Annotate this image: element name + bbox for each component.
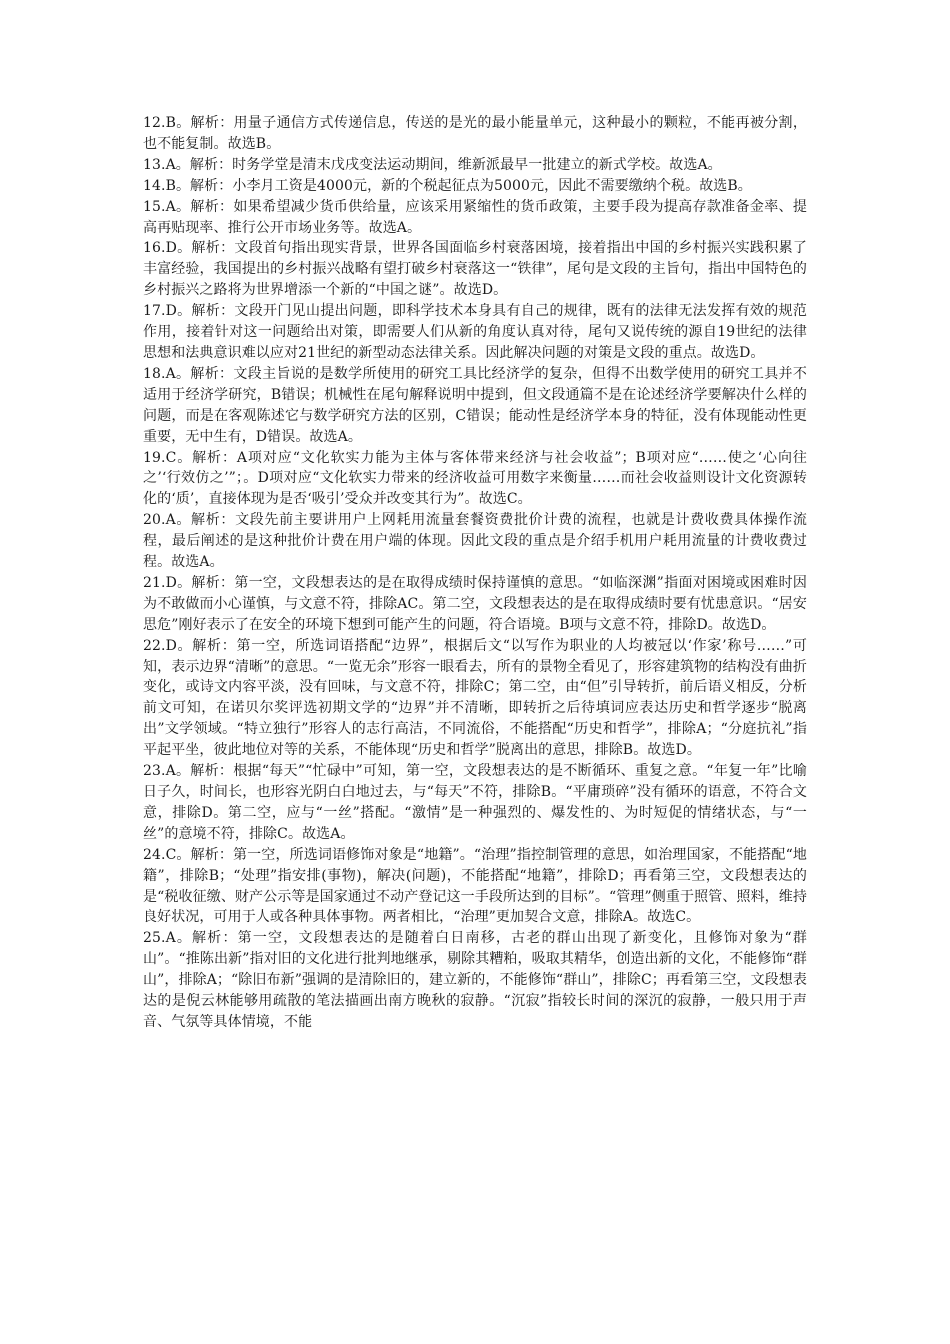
answer-23: 23.A。解析：根据“每天”“忙碌中”可知，第一空，文段想表达的是不断循环、重复之意。“年复一年”比喻日子久，时间长，也形容光阴白白地过去，与“每天”不符，排除B。“平庸琐碎”没有循环的语意，不符合文意，排除D。第二空，应与“一丝”搭配。“激情”是一种强烈的、爆发性的、为时短促的情绪状态，与“一丝”的意境不符，排除C。故选A。: [143, 763, 807, 842]
answer-19: 19.C。解析：A项对应“文化软实力能为主体与客体带来经济与社会收益”；B项对应“……使之‘心向往之’‘行效仿之’”；。D项对应“文化软实力带来的经济收益可用数字来衡量……而社会收益则设计文化资源转化的‘质’，直接体现为是否‘吸引’受众并改变其行为”。故选C。: [143, 449, 807, 508]
answer-15: 15.A。解析：如果希望减少货币供给量，应该采用紧缩性的货币政策，主要手段为提高存款准备金率、提高再贴现率、推行公开市场业务等。故选A。: [143, 198, 807, 236]
answer-13: 13.A。解析：时务学堂是清末戊戌变法运动期间，维新派最早一批建立的新式学校。故选A。: [143, 156, 722, 173]
answer-20: 20.A。解析：文段先前主要讲用户上网耗用流量套餐资费批价计费的流程，也就是计费收费具体操作流程，最后阐述的是这种批价计费在用户端的体现。因此文段的重点是介绍手机用户耗用流量的计费收费过程。故选A。: [143, 512, 807, 571]
answer-12: 12.B。解析：用量子通信方式传递信息，传送的是光的最小能量单元，这种最小的颗粒，不能再被分割，也不能复制。故选B。: [143, 115, 807, 152]
answer-16: 16.D。解析：文段首句指出现实背景，世界各国面临乡村衰落困境，接着指出中国的乡村振兴实践积累了丰富经验，我国提出的乡村振兴战略有望打破乡村衰落这一“铁律”，尾句是文段的主旨句，指出中国特色的乡村振兴之路将为世界增添一个新的“中国之谜”。故选D。: [143, 240, 807, 299]
answer-explanations: [143, 113, 807, 1033]
answer-21: 21.D。解析：第一空，文段想表达的是在取得成绩时保持谨慎的意思。“如临深渊”指面对困境或困难时因为不敢做而小心谨慎，与文意不符，排除AC。第二空，文段想表达的是在取得成绩时要有忧患意识。“居安思危”刚好表示了在安全的环境下想到可能产生的问题，符合语境。B项与文意不符，排除D。故选D。: [143, 574, 807, 633]
answer-14: 14.B。解析：小李月工资是4000元，新的个税起征点为5000元，因此不需要缴纳个税。故选B。: [143, 177, 752, 194]
answer-17: 17.D。解析：文段开门见山提出问题，即科学技术本身具有自己的规律，既有的法律无法发挥有效的规范作用，接着针对这一问题给出对策，即需要人们从新的角度认真对待，尾句又说传统的源自19世纪的法律思想和法典意识难以应对21世纪的新型动态法律关系。因此解决问题的对策是文段的重点。故选D。: [143, 303, 807, 361]
answer-25: 25.A。解析：第一空，文段想表达的是随着白日南移，古老的群山出现了新变化，且修饰对象为“群山”。“推陈出新”指对旧的文化进行批判地继承，剔除其糟粕，吸取其精华，创造出新的文化，不能修饰“群山”，排除A；“除旧布新”强调的是清除旧的，建立新的，不能修饰“群山”，排除C；再看第三空，文段想表达的是倪云林能够用疏散的笔法描画出南方晚秋的寂静。“沉寂”指较长时间的深沉的寂静，一般只用于声音、气氛等具体情境，不能: [143, 930, 807, 1030]
answer-18: 18.A。解析：文段主旨说的是数学所使用的研究工具比经济学的复杂，但得不出数学使用的研究工具并不适用于经济学研究，B错误；机械性在尾句解释说明中提到，但文段通篇不是在论述经济学要解决什么样的问题，而是在客观陈述它与数学研究方法的区别，C错误；能动性是经济学本身的特征，没有体现能动性更重要，无中生有，D错误。故选A。: [143, 365, 807, 445]
answer-22: 22.D。解析：第一空，所选词语搭配“边界”，根据后文“以写作为职业的人均被冠以‘作家’称号……”可知，表示边界“清晰”的意思。“一览无余”形容一眼看去，所有的景物全看见了，形容建筑物的结构没有曲折变化，或诗文内容平淡，没有回味，与文意不符，排除C；第二空，由“但”引导转折，前后语义相反，分析前文可知，在诺贝尔奖评选初期文学的“边界”并不清晰，即转折之后待填词应表达历史和哲学逐步“脱离出”文学领域。“特立独行”形容人的志行高洁，不同流俗，不能搭配“历史和哲学”，排除A；“分庭抗礼”指平起平坐，彼此地位对等的关系，不能体现“历史和哲学”脱离出的意思，排除B。故选D。: [143, 637, 808, 759]
answer-24: 24.C。解析：第一空，所选词语修饰对象是“地籍”。“治理”指控制管理的意思，如治理国家，不能搭配“地籍”，排除B；“处理”指安排(事物)，解决(问题)，不能搭配“地籍”，排除D；再看第三空，文段想表达的是“税收征缴、财产公示等是国家通过不动产登记这一手段所达到的目标”。“管理”侧重于照管、照料，维持良好状况，可用于人或各种具体事物。两者相比，“治理”更加契合文意，排除A。故选C。: [143, 846, 807, 926]
